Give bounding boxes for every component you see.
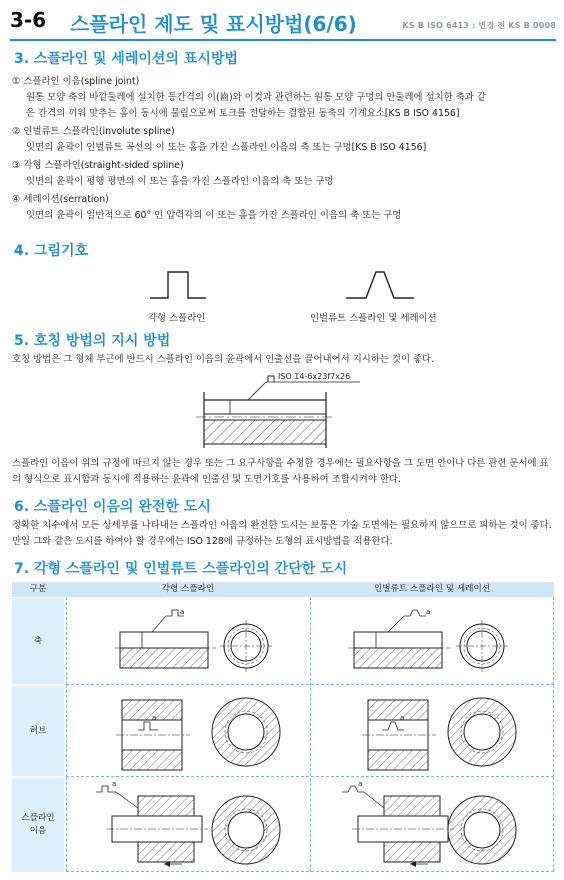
graphic-symbols — [0, 262, 564, 312]
row-label-shaft-text: 축 — [33, 635, 43, 646]
page-header — [10, 6, 556, 40]
item3-head: ③ 각형 스플라인(straight-sided spline) — [12, 160, 184, 171]
row-label-joint-text1: 스플라인 — [21, 813, 55, 823]
item2-line1: 잇면의 윤곽이 인벌류트 곡선의 이 또는 홈을 가진 스플라인 이음의 축 또는 구멍[KS B ISO 4156] — [26, 142, 427, 153]
table-drawings — [12, 582, 554, 872]
symbol-sub-a-3: a — [152, 714, 157, 722]
item2-head: ② 인벌류트 스플라인(involute spline) — [12, 126, 175, 137]
item4-line1: 잇면의 윤곽이 일반적으로 60° 인 압력각의 이 또는 홈을 가진 스플라인 이음의 축 또는 구멍 — [26, 210, 402, 221]
section6-paragraph: 정확한 치수에서 모든 상세부를 나타내는 스플라인 이음의 완전한 도시는 보통은 기술 도면에는 필요하지 않으므로 피하는 것이 좋다. 만일 그와 같은 도시를 하여야 할 경우에는 ISO 128에 규정하는 도형의 표시방법을 적용한다. — [12, 520, 552, 547]
symbol-sub-a-2: a — [426, 608, 431, 616]
joint-square-drawing — [96, 786, 280, 867]
symbol-sub-a-1: a — [180, 608, 185, 616]
item3-line1: 잇면의 윤곽이 평행 평면의 이 또는 홈을 가진 스플라인 이음의 축 또는 구멍 — [26, 176, 334, 187]
hub-square-drawing — [116, 698, 280, 770]
label-square-spline: 각형 스플라인 — [148, 313, 206, 324]
section5-intro: 호칭 방법은 그 형체 부근에 반드시 스플라인 이음의 윤곽에서 인출선을 끌어내어서 지시하는 것이 좋다. — [12, 354, 435, 365]
page-title: 스플라인 제도 및 표시방법(6/6) — [70, 12, 357, 36]
symbol-sub-a-4: a — [400, 714, 405, 722]
section7-title: 7. 각형 스플라인 및 인벌류트 스플라인의 간단한 도시 — [14, 561, 348, 577]
joint-involute-drawing — [342, 786, 516, 867]
symbol-sub-a-6: a — [358, 780, 363, 788]
col-header-square: 각형 스플라인 — [161, 584, 215, 594]
label-involute-spline: 인벌류트 스플라인 및 세레이션 — [310, 313, 437, 324]
shaft-square-drawing — [114, 610, 272, 672]
hub-involute-drawing — [362, 698, 516, 770]
section5-paragraph: 스플라인 이음이 위의 규정에 따르지 않는 경우 또는 그 요구사항을 수정한 경우에는 필요사항을 그 도면 안이나 다른 관련 문서에 표의 형식으로 표시함과 동시에 적용하는 윤곽에 인출선 및 도면기호를 사용하여 조합시켜야 한다. — [12, 458, 549, 485]
section-number: 3-6 — [10, 8, 47, 32]
header-rule — [10, 39, 556, 41]
designation-text: ISO 14-6x23f7x26 — [278, 372, 351, 381]
standard-reference: KS B ISO 6413 : 변경 전 KS B 0008 — [402, 21, 556, 30]
item1-head: ① 스플라인 이음(spline joint) — [12, 76, 140, 87]
row-label-joint-text2: 이음 — [29, 826, 47, 836]
symbol-sub-a-5: a — [112, 780, 117, 788]
square-spline-symbol — [150, 272, 206, 298]
involute-spline-symbol — [346, 272, 414, 298]
col-header-involute: 인벌류트 스플라인 및 세레이션 — [373, 584, 491, 594]
section3-title: 3. 스플라인 및 세레이션의 표시방법 — [14, 51, 238, 67]
section4-title: 4. 그림기호 — [14, 243, 89, 259]
section6-title: 6. 스플라인 이음의 완전한 도시 — [14, 499, 211, 515]
shaft-involute-drawing — [348, 610, 508, 672]
row-label-hub-text: 허브 — [29, 725, 47, 736]
item4-head: ④ 세레이션(serration) — [12, 194, 109, 205]
section5-title: 5. 호칭 방법의 지시 방법 — [14, 333, 171, 349]
spline-table — [12, 582, 554, 872]
item1-line1: 원통 모양 축의 바깥둘레에 설치한 등간격의 이(齒)와 이것과 관련하는 원통 모양 구멍의 안둘레에 설치한 축과 같 — [26, 92, 486, 103]
item1-line2: 은 간격의 끼워 맞추는 홈이 동시에 물림으로써 토크를 전달하는 결합된 동축의 기계요소[KS B ISO 4156] — [26, 108, 460, 119]
col-header-category: 구분 — [29, 584, 47, 594]
